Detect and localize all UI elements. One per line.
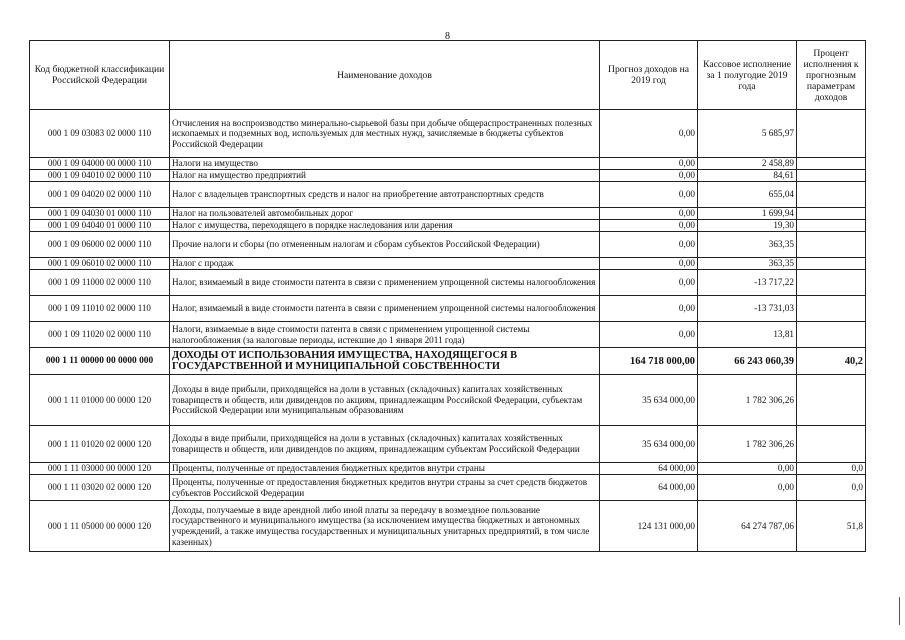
cell-code: 000 1 09 11020 02 0000 110 — [30, 322, 170, 348]
cell-percent — [797, 158, 866, 170]
cell-execution: 1 782 306,26 — [698, 426, 797, 463]
cell-execution: 66 243 060,39 — [698, 348, 797, 375]
cell-code: 000 1 09 04020 02 0000 110 — [30, 182, 170, 208]
cell-code: 000 1 09 06000 02 0000 110 — [30, 232, 170, 258]
table-row — [30, 375, 866, 426]
cell-percent — [797, 296, 866, 322]
cell-percent — [797, 258, 866, 270]
cell-forecast: 0,00 — [600, 270, 698, 296]
cell-percent — [797, 110, 866, 158]
cell-code: 000 1 11 01020 02 0000 120 — [30, 426, 170, 463]
cell-execution: 363,35 — [698, 232, 797, 258]
cell-code: 000 1 09 04030 01 0000 110 — [30, 208, 170, 220]
cell-execution: 13,81 — [698, 322, 797, 348]
cell-execution: 64 274 787,06 — [698, 501, 797, 552]
cell-name: Налог с продаж — [170, 258, 600, 270]
cell-percent — [797, 375, 866, 426]
cell-forecast: 0,00 — [600, 208, 698, 220]
table-row — [30, 475, 866, 501]
cell-code: 000 1 09 04000 00 0000 110 — [30, 158, 170, 170]
cell-code: 000 1 11 01000 00 0000 120 — [30, 375, 170, 426]
cell-percent: 51,8 — [797, 501, 866, 552]
cell-percent — [797, 270, 866, 296]
cell-code: 000 1 09 11000 02 0000 110 — [30, 270, 170, 296]
cell-forecast: 0,00 — [600, 158, 698, 170]
table-row — [30, 110, 866, 158]
cell-forecast: 0,00 — [600, 182, 698, 208]
cell-execution: 1 699,94 — [698, 208, 797, 220]
cell-forecast: 0,00 — [600, 232, 698, 258]
table-row — [30, 426, 866, 463]
cell-name: Налоги на имущество — [170, 158, 600, 170]
cell-name: Прочие налоги и сборы (по отмененным налогам и сборам субъектов Российской Федерации) — [170, 232, 600, 258]
cell-code: 000 1 09 03083 02 0000 110 — [30, 110, 170, 158]
table-row — [30, 463, 866, 475]
header-name: Наименование доходов — [170, 41, 600, 110]
cell-name: Налог с владельцев транспортных средств и налог на приобретение автотранспортных средств — [170, 182, 600, 208]
table-row — [30, 501, 866, 552]
page-number: 8 — [445, 31, 450, 42]
cell-code: 000 1 11 00000 00 0000 000 — [30, 348, 170, 375]
cell-percent — [797, 220, 866, 232]
table-row — [30, 270, 866, 296]
revenue-table — [29, 40, 866, 552]
cell-forecast: 124 131 000,00 — [600, 501, 698, 552]
cell-name: Налог на имущество предприятий — [170, 170, 600, 182]
cell-name: Доходы, получаемые в виде арендной либо иной платы за передачу в возмездное пользование государственного и муниципального имущества (за исключением имущества бюджетных и автономных учреждений, а также имущества государственных и муниципальных унитарных предприятий, в том числе казенных) — [170, 501, 600, 552]
table-row — [30, 220, 866, 232]
cell-code: 000 1 09 06010 02 0000 110 — [30, 258, 170, 270]
cell-name: Доходы в виде прибыли, приходящейся на доли в уставных (складочных) капиталах хозяйственных товариществ и обществ, или дивидендов по акциям, принадлежащим Российской Федерации, субъектам Российской Федерации или муниципальным образованиям — [170, 375, 600, 426]
cell-percent — [797, 426, 866, 463]
cell-forecast: 0,00 — [600, 220, 698, 232]
cell-forecast: 0,00 — [600, 170, 698, 182]
cell-execution: 2 458,89 — [698, 158, 797, 170]
header-row — [30, 41, 866, 110]
cell-percent — [797, 170, 866, 182]
cell-forecast: 0,00 — [600, 322, 698, 348]
header-code: Код бюджетной классификации Российской Федерации — [30, 41, 170, 110]
cell-name: ДОХОДЫ ОТ ИСПОЛЬЗОВАНИЯ ИМУЩЕСТВА, НАХОДЯЩЕГОСЯ В ГОСУДАРСТВЕННОЙ И МУНИЦИПАЛЬНОЙ СОБСТВЕННОСТИ — [170, 348, 600, 375]
header-execution: Кассовое исполнение за 1 полугодие 2019 года — [698, 41, 797, 110]
cell-forecast: 0,00 — [600, 110, 698, 158]
cell-name: Проценты, полученные от предоставления бюджетных кредитов внутри страны за счет средств бюджетов субъектов Российской Федерации — [170, 475, 600, 501]
cell-execution: -13 731,03 — [698, 296, 797, 322]
cell-name: Налог, взимаемый в виде стоимости патента в связи с применением упрощенной системы налогообложения — [170, 270, 600, 296]
cell-execution: 0,00 — [698, 475, 797, 501]
table-row — [30, 158, 866, 170]
cell-name: Доходы в виде прибыли, приходящейся на доли в уставных (складочных) капиталах хозяйственных товариществ и обществ, или дивидендов по акциям, принадлежащим субъектам Российской Федерации — [170, 426, 600, 463]
cell-code: 000 1 11 05000 00 0000 120 — [30, 501, 170, 552]
cell-percent — [797, 182, 866, 208]
cell-execution: 0,00 — [698, 463, 797, 475]
cell-name: Налог, взимаемый в виде стоимости патента в связи с применением упрощенной системы налогообложения — [170, 296, 600, 322]
table-row — [30, 348, 866, 375]
cell-execution: 655,04 — [698, 182, 797, 208]
table-body — [30, 110, 866, 552]
cell-percent: 40,2 — [797, 348, 866, 375]
cell-forecast: 35 634 000,00 — [600, 375, 698, 426]
cell-name: Налог на пользователей автомобильных дорог — [170, 208, 600, 220]
margin-mark — [899, 597, 900, 625]
header-percent: Процент исполнения к прогнозным параметрам доходов — [797, 41, 866, 110]
cell-name: Налог с имущества, переходящего в порядке наследования или дарения — [170, 220, 600, 232]
table-row — [30, 182, 866, 208]
cell-forecast: 164 718 000,00 — [600, 348, 698, 375]
cell-name: Отчисления на воспроизводство минерально-сырьевой базы при добыче общераспространенных полезных ископаемых и подземных вод, используемых для местных нужд, зачисляемые в бюджеты субъектов Российской Федерации — [170, 110, 600, 158]
table-row — [30, 208, 866, 220]
cell-code: 000 1 09 11010 02 0000 110 — [30, 296, 170, 322]
cell-percent: 0,0 — [797, 463, 866, 475]
table-row — [30, 322, 866, 348]
cell-percent — [797, 322, 866, 348]
cell-code: 000 1 09 04040 01 0000 110 — [30, 220, 170, 232]
cell-execution: 19,30 — [698, 220, 797, 232]
cell-code: 000 1 11 03020 02 0000 120 — [30, 475, 170, 501]
table-row — [30, 232, 866, 258]
table-row — [30, 258, 866, 270]
cell-percent — [797, 232, 866, 258]
cell-execution: -13 717,22 — [698, 270, 797, 296]
cell-percent — [797, 208, 866, 220]
header-forecast: Прогноз доходов на 2019 год — [600, 41, 698, 110]
cell-execution: 1 782 306,26 — [698, 375, 797, 426]
cell-name: Проценты, полученные от предоставления бюджетных кредитов внутри страны — [170, 463, 600, 475]
cell-execution: 84,61 — [698, 170, 797, 182]
cell-forecast: 0,00 — [600, 258, 698, 270]
cell-forecast: 64 000,00 — [600, 475, 698, 501]
cell-forecast: 0,00 — [600, 296, 698, 322]
cell-forecast: 64 000,00 — [600, 463, 698, 475]
cell-execution: 5 685,97 — [698, 110, 797, 158]
cell-code: 000 1 09 04010 02 0000 110 — [30, 170, 170, 182]
cell-execution: 363,35 — [698, 258, 797, 270]
table-row — [30, 296, 866, 322]
cell-code: 000 1 11 03000 00 0000 120 — [30, 463, 170, 475]
cell-forecast: 35 634 000,00 — [600, 426, 698, 463]
cell-name: Налоги, взимаемые в виде стоимости патента в связи с применением упрощенной системы налогообложения (за налоговые периоды, истекшие до 1 января 2011 года) — [170, 322, 600, 348]
cell-percent: 0,0 — [797, 475, 866, 501]
table-row — [30, 170, 866, 182]
